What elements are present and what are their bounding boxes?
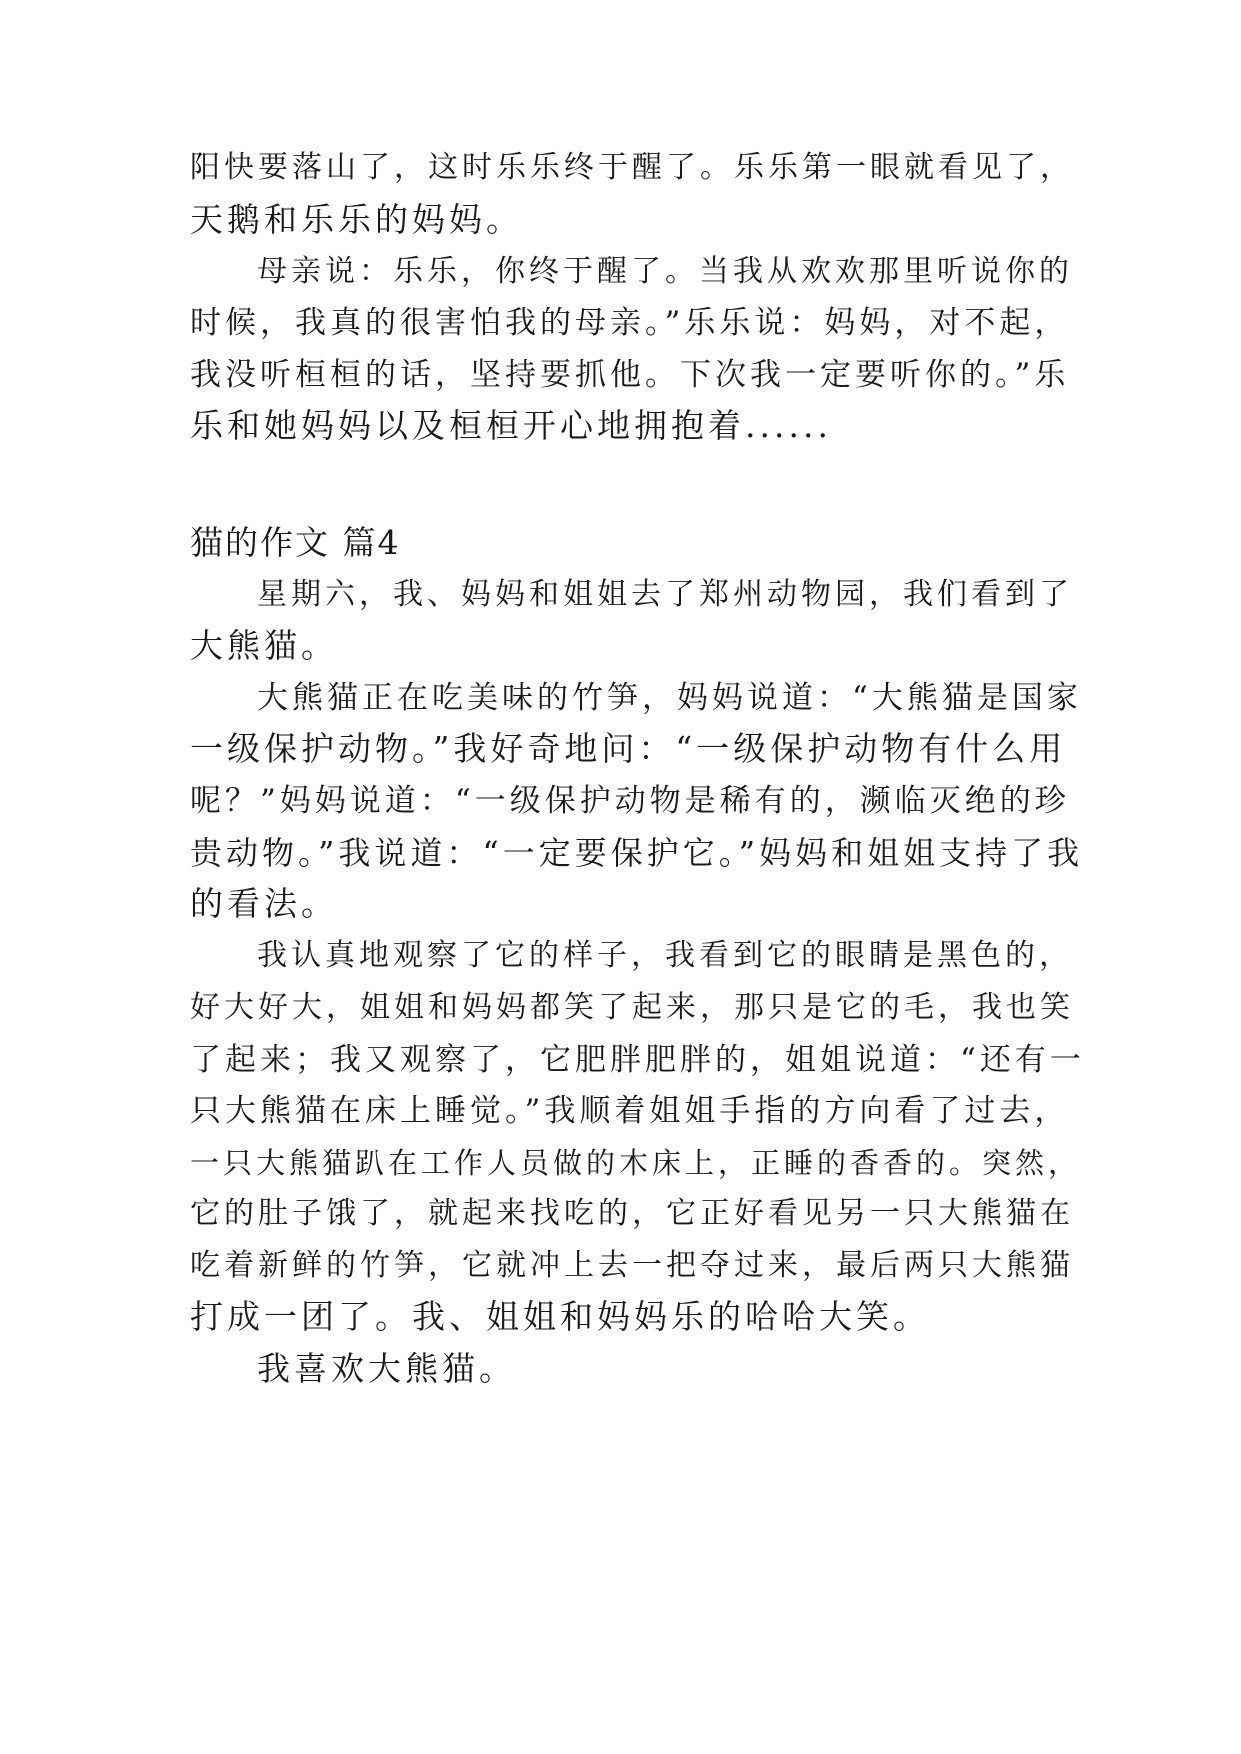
text-line: 一只大熊猫趴在工作人员做的木床上，正睡的香香的。突然， xyxy=(190,1146,1082,1180)
text-line: 只大熊猫在床上睡觉。”我顺着姐姐手指的方向看了过去， xyxy=(190,1093,1070,1129)
text-line: 时候，我真的很害怕我的母亲。”乐乐说：妈妈，对不起， xyxy=(190,305,1070,341)
text-line: 呢？”妈妈说道：“一级保护动物是稀有的，濒临灭绝的珍 xyxy=(190,783,1070,819)
text-line: 我认真地观察了它的样子，我看到它的眼睛是黑色的， xyxy=(257,938,1073,973)
text-line: 贵动物。”我说道：“一定要保护它。”妈妈和姐姐支持了我 xyxy=(190,834,1084,872)
section-heading: 猫的作文 篇4 xyxy=(190,523,401,562)
text-line: 母亲说：乐乐，你终于醒了。当我从欢欢那里听说你的 xyxy=(257,254,1073,289)
text-line: 了起来；我又观察了，它肥胖肥胖的，姐姐说道：“还有一 xyxy=(190,1042,1085,1078)
text-line: 乐和她妈妈以及桓桓开心地拥抱着...... xyxy=(190,406,832,445)
text-line: 它的肚子饿了，就起来找吃的，它正好看见另一只大熊猫在 xyxy=(190,1196,1074,1231)
text-line: 好大好大，姐姐和妈妈都笑了起来，那只是它的毛，我也笑 xyxy=(190,990,1074,1025)
text-line: 吃着新鲜的竹笋，它就冲上去一把夺过来，最后两只大熊猫 xyxy=(190,1248,1074,1283)
text-line: 我喜欢大熊猫。 xyxy=(257,1349,516,1388)
text-line: 天鹅和乐乐的妈妈。 xyxy=(190,200,523,239)
text-line: 的看法。 xyxy=(190,884,338,923)
text-line: 我没听桓桓的话，坚持要抓他。下次我一定要听你的。”乐 xyxy=(190,357,1070,393)
text-line: 大熊猫正在吃美味的竹笋，妈妈说道：“大熊猫是国家 xyxy=(257,680,1082,716)
text-line: 阳快要落山了，这时乐乐终于醒了。乐乐第一眼就看见了， xyxy=(190,150,1074,185)
text-line: 一级保护动物。”我好奇地问：“一级保护动物有什么用 xyxy=(190,729,1067,768)
text-line: 打成一团了。我、姐姐和妈妈乐的哈哈大笑。 xyxy=(190,1297,930,1336)
text-line: 星期六，我、妈妈和姐姐去了郑州动物园，我们看到了 xyxy=(257,577,1073,612)
text-line: 大熊猫。 xyxy=(190,626,338,665)
